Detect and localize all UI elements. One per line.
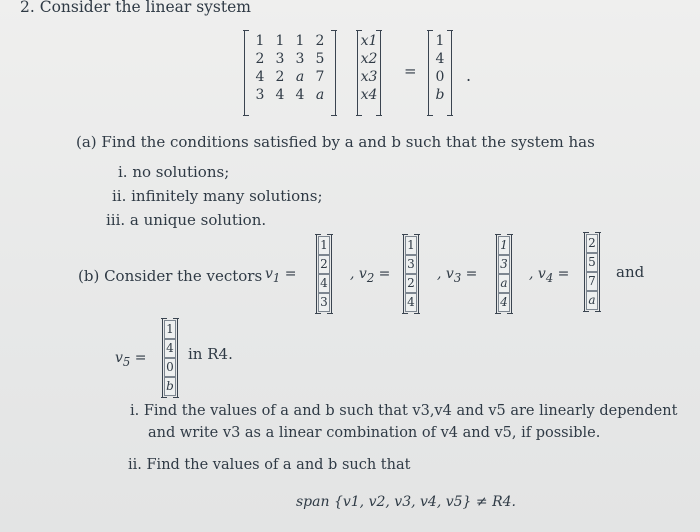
v1-name: $v_1$ =	[265, 266, 297, 285]
matrix-a-entry: a	[295, 69, 305, 85]
vector-v1-entry: 3	[318, 293, 330, 312]
period: .	[466, 66, 472, 85]
v3-name: , $v_3$ =	[437, 266, 478, 285]
vector-x	[357, 30, 381, 116]
v5-name: $v_5$ =	[115, 350, 147, 369]
and-word: and	[616, 263, 645, 281]
matrix-a-entry: 2	[255, 51, 265, 67]
vector-v3-entry: 1	[498, 236, 510, 255]
vector-x-entry: x1	[360, 33, 378, 49]
matrix-a-entry: 3	[275, 51, 285, 67]
matrix-a-entry: 1	[295, 33, 305, 49]
in-space: in R4.	[188, 345, 233, 363]
vector-b-entry: b	[435, 87, 445, 103]
vector-b	[428, 30, 452, 116]
vector-v5-entry: 0	[164, 358, 176, 377]
vector-v1-entry: 4	[318, 274, 330, 293]
v2-name: , $v_2$ =	[350, 266, 391, 285]
vector-v3-entry: a	[498, 274, 510, 293]
matrix-a-entry: a	[315, 87, 325, 103]
vector-v1	[316, 234, 332, 314]
part-a-item-3: iii. a unique solution.	[106, 211, 267, 229]
span-expression: span {v1, v2, v3, v4, v5} ≠ R4.	[296, 494, 516, 510]
vector-v2-entry: 2	[405, 274, 417, 293]
vector-v4-entry: a	[586, 291, 598, 310]
matrix-a-entry: 2	[315, 33, 325, 49]
vector-v1-entry: 1	[318, 236, 330, 255]
vector-v4-entry: 5	[586, 253, 598, 272]
matrix-a-entry: 4	[295, 87, 305, 103]
vector-b-entry: 0	[435, 69, 445, 85]
part-b-label: (b) Consider the vectors	[78, 267, 263, 285]
vector-v1-entry: 2	[318, 255, 330, 274]
matrix-a-entry: 1	[255, 33, 265, 49]
matrix-a-entry: 5	[315, 51, 325, 67]
vector-v2-entry: 4	[405, 293, 417, 312]
matrix-a-entry: 7	[315, 69, 325, 85]
vector-v4-entry: 7	[586, 272, 598, 291]
matrix-a-entry: 4	[255, 69, 265, 85]
vector-v2	[403, 234, 419, 314]
vector-v5	[162, 318, 178, 398]
problem-heading: 2. Consider the linear system	[20, 0, 251, 16]
vector-v5-entry: 4	[164, 339, 176, 358]
v4-name: , $v_4$ =	[529, 266, 570, 285]
vector-v4	[584, 232, 600, 312]
matrix-a-entry: 3	[295, 51, 305, 67]
matrix-a-entry: 1	[275, 33, 285, 49]
matrix-a-entry: 4	[275, 87, 285, 103]
vector-x-entry: x4	[360, 87, 378, 103]
vector-v3-entry: 4	[498, 293, 510, 312]
vector-v5-entry: b	[164, 377, 176, 396]
sub-i: i. Find the values of a and b such that v3,v4 and v5 are linearly dependent	[130, 403, 678, 419]
vector-v2-entry: 3	[405, 255, 417, 274]
vector-v3	[496, 234, 512, 314]
vector-v3-entry: 3	[498, 255, 510, 274]
vector-v5-entry: 1	[164, 320, 176, 339]
matrix-a	[244, 30, 336, 116]
vector-x-entry: x2	[360, 51, 378, 67]
vector-x-entry: x3	[360, 69, 378, 85]
matrix-a-entry: 2	[275, 69, 285, 85]
sub-ii: ii. Find the values of a and b such that	[128, 457, 411, 473]
vector-b-entry: 1	[435, 33, 445, 49]
vector-b-entry: 4	[435, 51, 445, 67]
vector-v4-entry: 2	[586, 234, 598, 253]
part-a-item-2: ii. infinitely many solutions;	[112, 187, 323, 205]
vector-v2-entry: 1	[405, 236, 417, 255]
sub-i-cont: and write v3 as a linear combination of v4 and v5, if possible.	[148, 425, 601, 441]
matrix-a-entry: 3	[255, 87, 265, 103]
part-a-label: (a) Find the conditions satisfied by a and b such that the system has	[76, 133, 595, 151]
part-a-item-1: i. no solutions;	[118, 163, 230, 181]
equals-sign: =	[404, 62, 417, 80]
